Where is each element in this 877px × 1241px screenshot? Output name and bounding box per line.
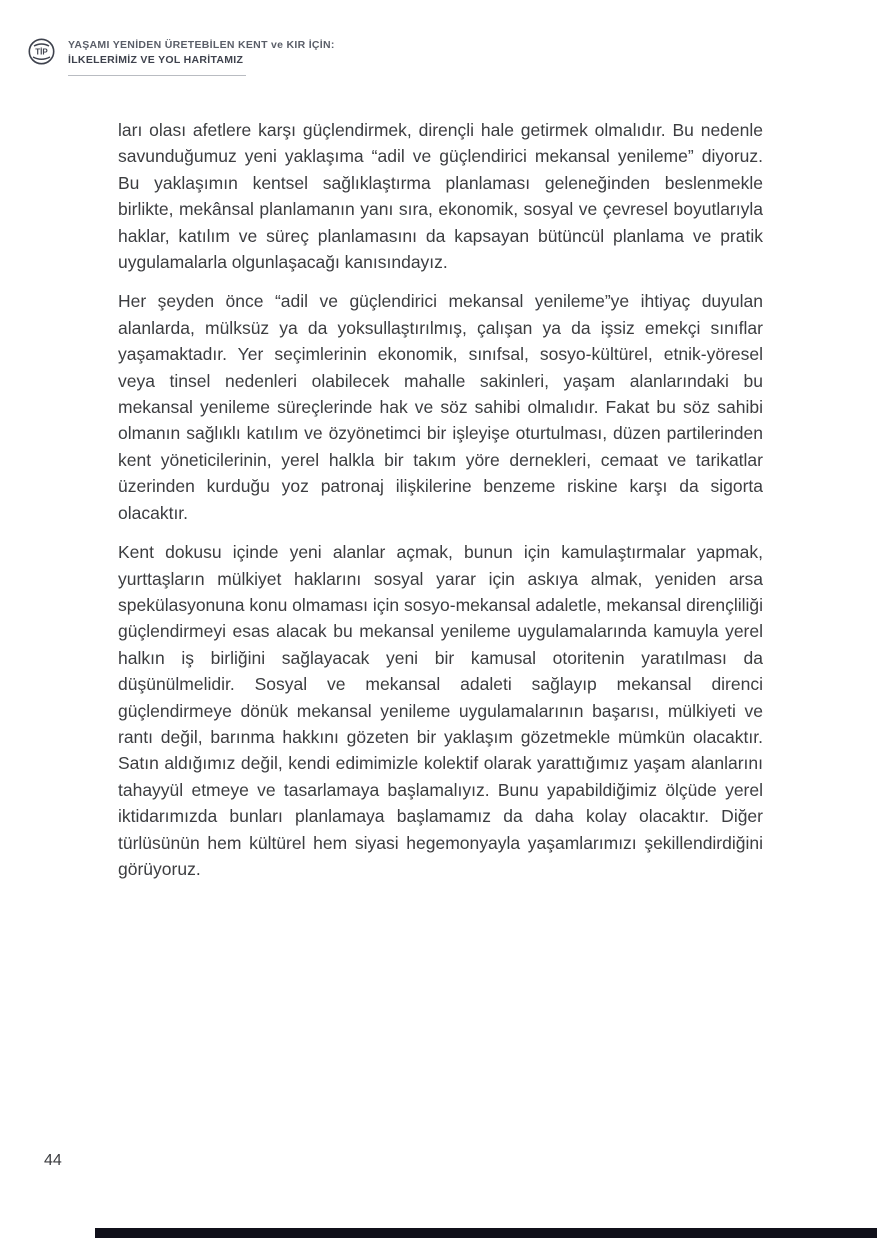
header-underline [68, 75, 246, 76]
tip-party-logo [28, 38, 55, 65]
paragraph-3: Kent dokusu içinde yeni alanlar açmak, bunun için kamulaştırmalar yapmak, yurttaşların mülkiyet haklarını sosyal yarar için askıya almak, yeniden arsa spekülasyonuna konu olmaması için sosyo-mekansal adaletle, mekansal dirençliliği güçlendirmeyi esas alacak bu mekansal yenileme uygulamalarında kamuyla yerel halkın iş birliğini sağlayacak yeni bir kamusal otoritenin yaratılması da düşünülmelidir. Sosyal ve mekansal adaleti sağlayıp mekansal direnci güçlendirmeye dönük mekansal yenileme uygulamalarının başarısı, mülkiyeti ve rantı değil, barınma hakkını gözeten bir yaklaşım gözetmekle mümkün olacaktır. Satın aldığımız değil, kendi edimimizle kolektif olarak yarattığımız yaşam alanlarını tahayyül etmeye ve tasarlamaya başlamalıyız. Bunu yapabildiğimiz ölçüde yerel iktidarımızda bunları planlamaya başlamamız da daha kolay olacaktır. Diğer türlüsünün hem kültürel hem siyasi hegemonyayla yaşamlarımızı şekillendirdiğini görüyoruz. [118, 542, 763, 879]
svg-text:TİP: TİP [35, 47, 48, 57]
paragraph-1: ları olası afetlere karşı güçlendirmek, dirençli hale getirmek olmalıdır. Bu nedenle savunduğumuz yeni yaklaşıma “adil ve güçlendirici mekansal yenileme” diyoruz. Bu yaklaşımın kentsel sağlıklaştırma planlaması geleneğinden beslenmekle birlikte, mekânsal planlamanın yanı sıra, ekonomik, sosyal ve çevresel boyutlarıyla haklar, katılım ve süreç planlamasını da kapsayan bütüncül planlama ve pratik uygulamalarla olgunlaşacağı kanısındayız. [118, 120, 763, 273]
body-text-block [118, 117, 763, 882]
footer-bar [95, 1228, 877, 1238]
header-title-block [68, 36, 335, 76]
header-line-1: YAŞAMI YENİDEN ÜRETEBİLEN KENT ve KIR İÇİN: [68, 39, 335, 51]
page-number: 44 [44, 1152, 62, 1169]
page-header [28, 36, 335, 76]
header-line-2: İLKELERİMİZ VE YOL HARİTAMIZ [68, 54, 244, 66]
paragraph-2: Her şeyden önce “adil ve güçlendirici mekansal yenileme”ye ihtiyaç duyulan alanlarda, mülksüz ya da yoksullaştırılmış, çalışan ya da işsiz emekçi sınıflar yaşamaktadır. Yer seçimlerinin ekonomik, sınıfsal, sosyo-kültürel, etnik-yöresel veya tinsel nedenleri olabilecek mahalle sakinleri, yaşam alanlarındaki bu mekansal yenileme süreçlerinde hak ve söz sahibi olmalıdır. Fakat bu söz sahibi olmanın sağlıklı katılım ve özyönetimci bir işleyişe oturtulması, düzen partilerinden kent yöneticilerinin, yerel halkla bir takım yöre dernekleri, cemaat ve tarikatlar üzerinden kurduğu yoz patronaj ilişkilerine benzeme riskine karşı da sigorta olacaktır. [118, 291, 763, 523]
